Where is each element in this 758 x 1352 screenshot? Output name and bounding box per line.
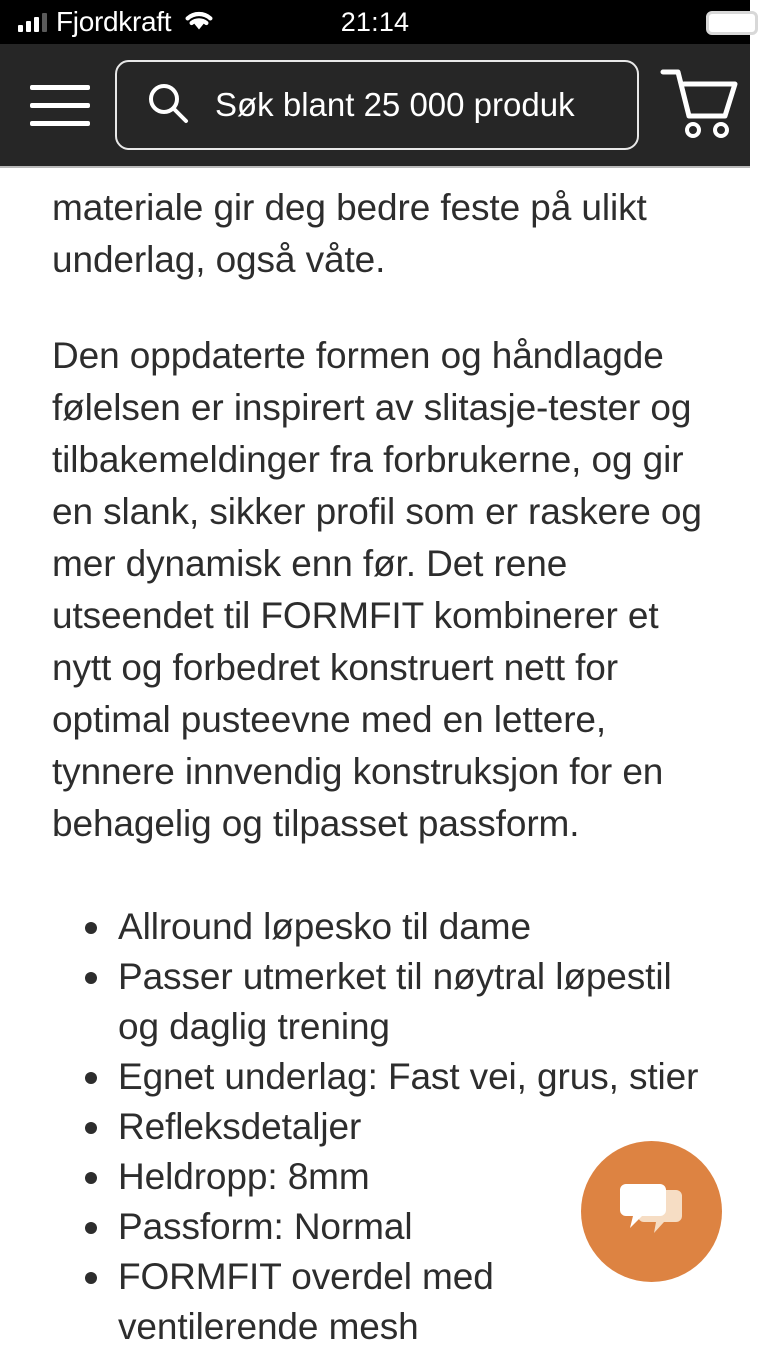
product-feature-list [0,902,750,1352]
list-item: Passform: Normal [118,1202,704,1252]
carrier-name: Fjordkraft [56,6,172,37]
list-item: Heldropp: 8mm [118,1152,704,1202]
search-icon [145,80,191,131]
search-placeholder-text: Søk blant 25 000 produk [215,86,575,123]
status-bar [0,0,750,44]
hamburger-menu-icon[interactable] [30,85,90,126]
list-item: Refleksdetaljer [118,1102,704,1152]
chat-bubbles-icon [614,1176,690,1247]
description-paragraph-1: materiale gir deg bedre feste på ulikt underlag, også våte. [52,187,647,280]
shopping-cart-icon[interactable] [659,64,741,147]
search-input[interactable] [115,60,639,150]
clipped-previous-line [0,168,750,182]
list-item: Allround løpesko til dame [118,902,704,952]
chat-support-button[interactable] [581,1141,722,1282]
list-item: FORMFIT overdel med ventilerende mesh [118,1252,704,1352]
list-item: Passer utmerket til nøytral løpestil og daglig trening [118,952,704,1052]
battery-icon [706,11,758,35]
description-paragraph-2: Den oppdaterte formen og håndlagde følelsen er inspirert av slitasje-tester og tilbakemeldinger fra forbrukerne, og gir en slank, sikker profil som er raskere og mer dynamisk enn før. Det rene utseendet til FORMFIT kombinerer et nytt og forbedret konstruert nett for optimal pusteevne med en lettere, tynnere innvendig konstruksjon for en behagelig og tilpasset passform. [52,335,702,844]
list-item: Egnet underlag: Fast vei, grus, stier [118,1052,704,1102]
app-header [0,44,750,168]
status-bar-time: 21:14 [340,6,410,37]
